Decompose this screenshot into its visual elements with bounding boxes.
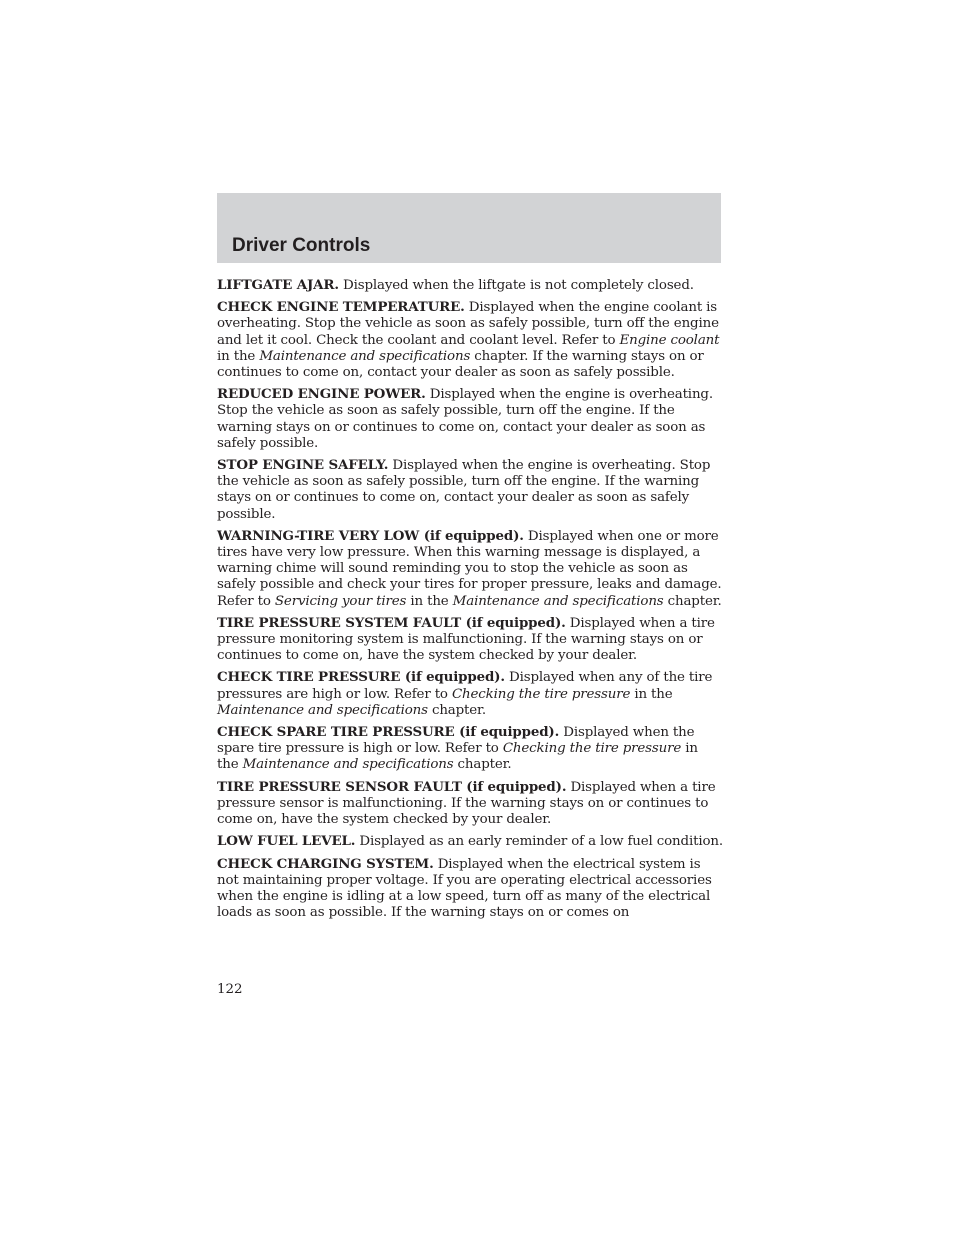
message-text: Displayed when the electrical system is not maintaining proper voltage. If you are operating electrical accessories when the engine is idling at a low speed, turn off as many of the electrical loads as soon as possible. If the warning stays on or comes on [217, 856, 712, 921]
message-text: chapter. [453, 757, 512, 773]
message-entry [217, 779, 723, 829]
message-entry [217, 277, 723, 294]
message-entry [217, 457, 723, 523]
message-text: Displayed when the engine is overheating. Stop the vehicle as soon as safely possible, turn off the engine. If the warning stays on or continues to come on, contact your dealer as soon as safely possible. [217, 387, 713, 451]
message-entry [217, 615, 723, 665]
message-text: chapter. [663, 593, 722, 609]
message-text: in the [406, 593, 453, 609]
page-number: 122 [217, 982, 243, 997]
message-entry [217, 299, 723, 381]
message-text: Displayed when the liftgate is not completely closed. [338, 278, 694, 293]
section-header-band [217, 193, 721, 263]
cross-reference: Maintenance and specifications [452, 593, 664, 609]
message-text: Displayed when any of the tire pressures are high or low. Refer to [217, 670, 713, 702]
message-text: in the [217, 741, 698, 773]
cross-reference: Checking the tire pressure [451, 686, 631, 702]
message-text: Displayed when a tire pressure sensor is malfunctioning. If the warning stays on or continues to come on, have the system checked by your dealer. [217, 779, 716, 828]
message-term: TIRE PRESSURE SENSOR FAULT (if equipped). [217, 778, 567, 795]
message-text: Displayed when the spare tire pressure is high or low. Refer to [217, 725, 695, 757]
message-entry [217, 724, 723, 774]
message-entry [217, 833, 723, 850]
message-term: CHECK ENGINE TEMPERATURE. [217, 299, 465, 316]
message-text: Displayed when one or more tires have very low pressure. When this warning message is displayed, a warning chime will sound reminding you to stop the vehicle as soon as safely possible and check your tires for proper pressure, leaks and damage. Refer to [217, 528, 722, 609]
message-text: Displayed when the engine is overheating. Stop the vehicle as soon as safely possible, turn off the engine. If the warning stays on or continues to come on, contact your dealer as soon as safely possible. [217, 458, 711, 522]
message-entry [217, 386, 723, 452]
message-term: LIFTGATE AJAR. [217, 277, 339, 293]
message-text: chapter. [427, 702, 486, 718]
cross-reference: Maintenance and specifications [242, 757, 454, 773]
message-term: WARNING-TIRE VERY LOW (if equipped). [217, 527, 524, 544]
message-text: Displayed when the engine coolant is overheating. Stop the vehicle as soon as safely possible, turn off the engine and let it cool. Check the coolant and coolant level. Refer to [217, 300, 719, 348]
message-text: chapter. If the warning stays on or continues to come on, contact your dealer as soon as safely possible. [217, 348, 704, 381]
message-text: Displayed when a tire pressure monitoring system is malfunctioning. If the warning stays on or continues to come on, have the system checked by your dealer. [217, 615, 715, 664]
message-entry [217, 856, 723, 922]
message-term: LOW FUEL LEVEL. [217, 833, 356, 850]
message-entry [217, 528, 723, 610]
message-list [217, 277, 723, 926]
section-title: Driver Controls [232, 235, 371, 256]
cross-reference: Engine coolant [619, 332, 720, 348]
cross-reference: Maintenance and specifications [259, 348, 471, 364]
message-text: in the [630, 686, 673, 702]
message-term: CHECK TIRE PRESSURE (if equipped). [217, 669, 505, 686]
message-text: in the [217, 348, 260, 364]
message-text: Displayed as an early reminder of a low fuel condition. [355, 834, 723, 850]
message-term: CHECK SPARE TIRE PRESSURE (if equipped). [217, 724, 560, 741]
message-term: TIRE PRESSURE SYSTEM FAULT (if equipped). [217, 614, 566, 631]
cross-reference: Checking the tire pressure [502, 741, 682, 757]
message-term: CHECK CHARGING SYSTEM. [217, 855, 434, 872]
message-term: STOP ENGINE SAFELY. [217, 457, 389, 474]
message-entry [217, 669, 723, 719]
cross-reference: Servicing your tires [274, 593, 407, 609]
message-term: REDUCED ENGINE POWER. [217, 386, 426, 403]
cross-reference: Maintenance and specifications [217, 702, 428, 718]
